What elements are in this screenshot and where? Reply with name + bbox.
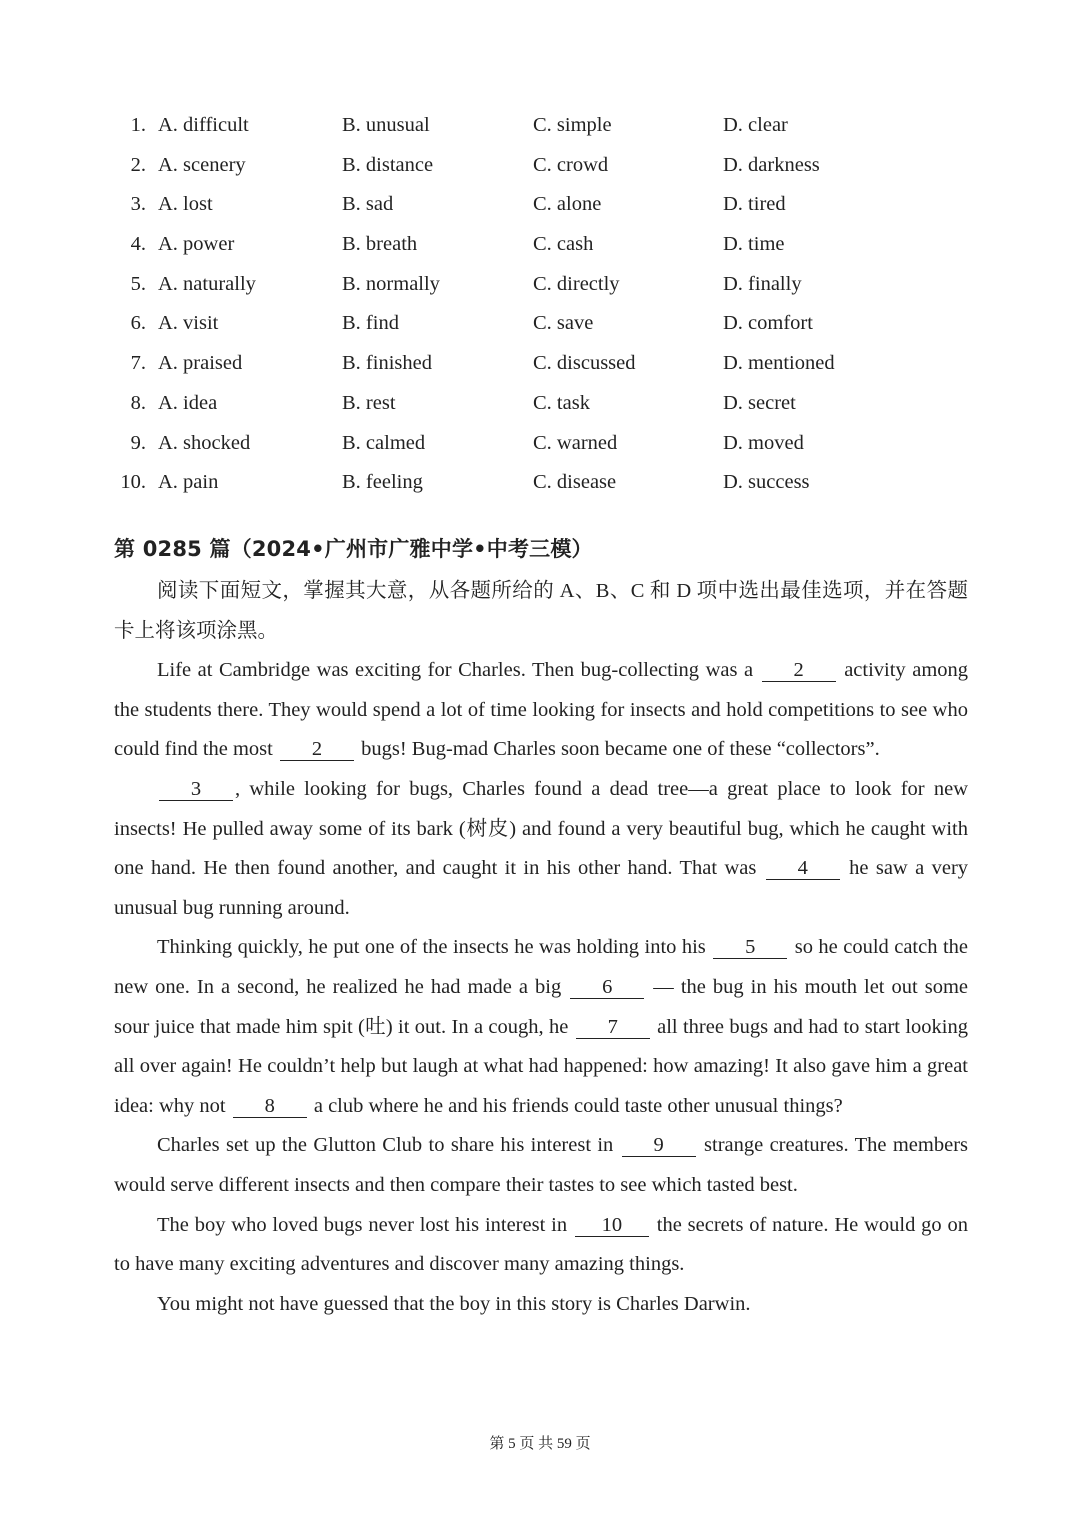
blank-7: 7 bbox=[576, 1016, 650, 1039]
option-b: B. unusual bbox=[342, 114, 430, 136]
option-c: C. crowd bbox=[533, 153, 609, 176]
blank-3: 3 bbox=[159, 778, 233, 801]
blank-8: 8 bbox=[233, 1095, 307, 1118]
option-b: B. sad bbox=[342, 193, 394, 216]
option-row bbox=[112, 265, 972, 305]
passage-paragraph-3 bbox=[114, 928, 968, 1126]
question-number: 9. bbox=[130, 431, 146, 454]
option-row bbox=[112, 146, 972, 186]
option-row bbox=[112, 304, 972, 344]
option-c: C. disease bbox=[533, 471, 617, 494]
option-d: D. secret bbox=[723, 391, 796, 414]
question-number: 6. bbox=[130, 312, 146, 335]
question-number: 8. bbox=[130, 391, 146, 414]
option-c: C. save bbox=[533, 312, 594, 335]
text-run: strange creatures. The members would serve different insects and then compare their tastes to see which tasted best. bbox=[114, 1134, 969, 1196]
text-run: the secrets of nature. He would go on to have many exciting adventures and discover many amazing things. bbox=[114, 1213, 969, 1276]
option-b: B. breath bbox=[342, 233, 418, 256]
option-d: D. comfort bbox=[723, 312, 813, 335]
section-heading: 第 0285 篇（2024•广州市广雅中学•中考三模） bbox=[114, 537, 593, 561]
option-c: C. cash bbox=[533, 233, 594, 256]
option-b: B. calmed bbox=[342, 431, 426, 454]
option-a: A. power bbox=[158, 233, 235, 256]
option-a: A. lost bbox=[158, 193, 213, 216]
option-row bbox=[112, 225, 972, 265]
option-c: C. simple bbox=[533, 114, 612, 136]
option-row bbox=[112, 344, 972, 384]
blank-10: 10 bbox=[575, 1214, 649, 1237]
text-run: — the bug in his mouth let out some sour juice that made him spit (吐) it out. In a cough, he bbox=[114, 975, 969, 1038]
option-c: C. discussed bbox=[533, 352, 636, 375]
answer-options-table bbox=[112, 106, 972, 503]
question-number: 5. bbox=[130, 272, 146, 295]
option-d: D. mentioned bbox=[723, 352, 835, 375]
passage-paragraph-5 bbox=[114, 1206, 968, 1285]
question-number: 3. bbox=[130, 193, 146, 216]
option-d: D. tired bbox=[723, 193, 786, 216]
option-a: A. pain bbox=[158, 471, 219, 494]
passage-paragraph-1 bbox=[114, 651, 968, 770]
option-a: A. difficult bbox=[158, 114, 249, 136]
option-row bbox=[112, 106, 972, 146]
passage-paragraph-4 bbox=[114, 1126, 968, 1205]
option-a: A. shocked bbox=[158, 431, 251, 454]
text-run: The boy who loved bugs never lost his interest in bbox=[157, 1213, 568, 1236]
option-b: B. rest bbox=[342, 391, 396, 414]
option-d: D. time bbox=[723, 233, 785, 256]
text-run: You might not have guessed that the boy in this story is Charles Darwin. bbox=[157, 1292, 751, 1315]
option-b: B. normally bbox=[342, 272, 440, 295]
option-c: C. warned bbox=[533, 431, 618, 454]
question-number: 1. bbox=[130, 114, 146, 136]
option-row bbox=[112, 424, 972, 464]
blank-9: 9 bbox=[622, 1134, 696, 1157]
blank-4: 4 bbox=[766, 857, 840, 880]
option-d: D. darkness bbox=[723, 153, 820, 176]
question-number: 4. bbox=[130, 233, 146, 256]
text-run: , while looking for bugs, Charles found a dead tree—a great place to look for new insects! He pulled away some of its bark (树皮) and found a very beautiful bug, which he caught with one hand. He then found another, and caught it in his other hand. That was bbox=[114, 777, 968, 880]
question-number: 10. bbox=[120, 471, 146, 494]
option-a: A. praised bbox=[158, 352, 243, 375]
text-run: Life at Cambridge was exciting for Charles. Then bug-collecting was a bbox=[157, 659, 754, 682]
blank-5: 5 bbox=[713, 936, 787, 959]
page-footer: 第 5 页 共 59 页 bbox=[489, 1436, 591, 1452]
option-b: B. find bbox=[342, 312, 399, 335]
instruction-paragraph: 阅读下面短文，掌握其大意，从各题所给的 A、B、C 和 D 项中选出最佳选项，并在答题卡上将该项涂黑。 bbox=[114, 580, 968, 642]
question-number: 7. bbox=[130, 352, 146, 375]
option-b: B. feeling bbox=[342, 471, 423, 494]
option-d: D. finally bbox=[723, 272, 802, 295]
passage-paragraph-2 bbox=[114, 770, 968, 928]
option-b: B. distance bbox=[342, 153, 434, 176]
question-number: 2. bbox=[130, 153, 146, 176]
option-row bbox=[112, 463, 972, 503]
text-run: a club where he and his friends could taste other unusual things? bbox=[313, 1094, 843, 1117]
passage-paragraph-6 bbox=[114, 1285, 968, 1325]
option-a: A. idea bbox=[158, 391, 218, 414]
option-row bbox=[112, 384, 972, 424]
option-row bbox=[112, 185, 972, 225]
blank-2: 2 bbox=[280, 738, 354, 761]
blank-1: 2 bbox=[762, 659, 836, 682]
text-run: bugs! Bug-mad Charles soon became one of these “collectors”. bbox=[361, 738, 880, 761]
option-d: D. moved bbox=[723, 431, 804, 454]
text-run: Charles set up the Glutton Club to share his interest in bbox=[157, 1134, 614, 1157]
text-run: all three bugs and had to start looking all over again! He couldn’t help but laugh at what had happened: how amazing! It also gave him a great idea: why not bbox=[114, 1015, 968, 1117]
option-c: C. alone bbox=[533, 193, 602, 216]
option-b: B. finished bbox=[342, 352, 432, 375]
reading-passage bbox=[114, 572, 968, 1324]
text-run: Thinking quickly, he put one of the insects he was holding into his bbox=[157, 936, 706, 959]
option-a: A. scenery bbox=[158, 153, 246, 176]
option-c: C. directly bbox=[533, 272, 620, 295]
text-run: activity among the students there. They would spend a lot of time looking for insects and hold competitions to see who could find the most bbox=[114, 659, 969, 761]
option-d: D. success bbox=[723, 471, 810, 494]
option-c: C. task bbox=[533, 391, 590, 414]
text-run: so he could catch the new one. In a second, he realized he had made a big bbox=[114, 936, 968, 998]
option-a: A. naturally bbox=[158, 272, 256, 295]
option-d: D. clear bbox=[723, 114, 788, 136]
text-run: he saw a very unusual bug running around. bbox=[114, 857, 969, 919]
option-a: A. visit bbox=[158, 312, 219, 335]
blank-6: 6 bbox=[570, 976, 644, 999]
